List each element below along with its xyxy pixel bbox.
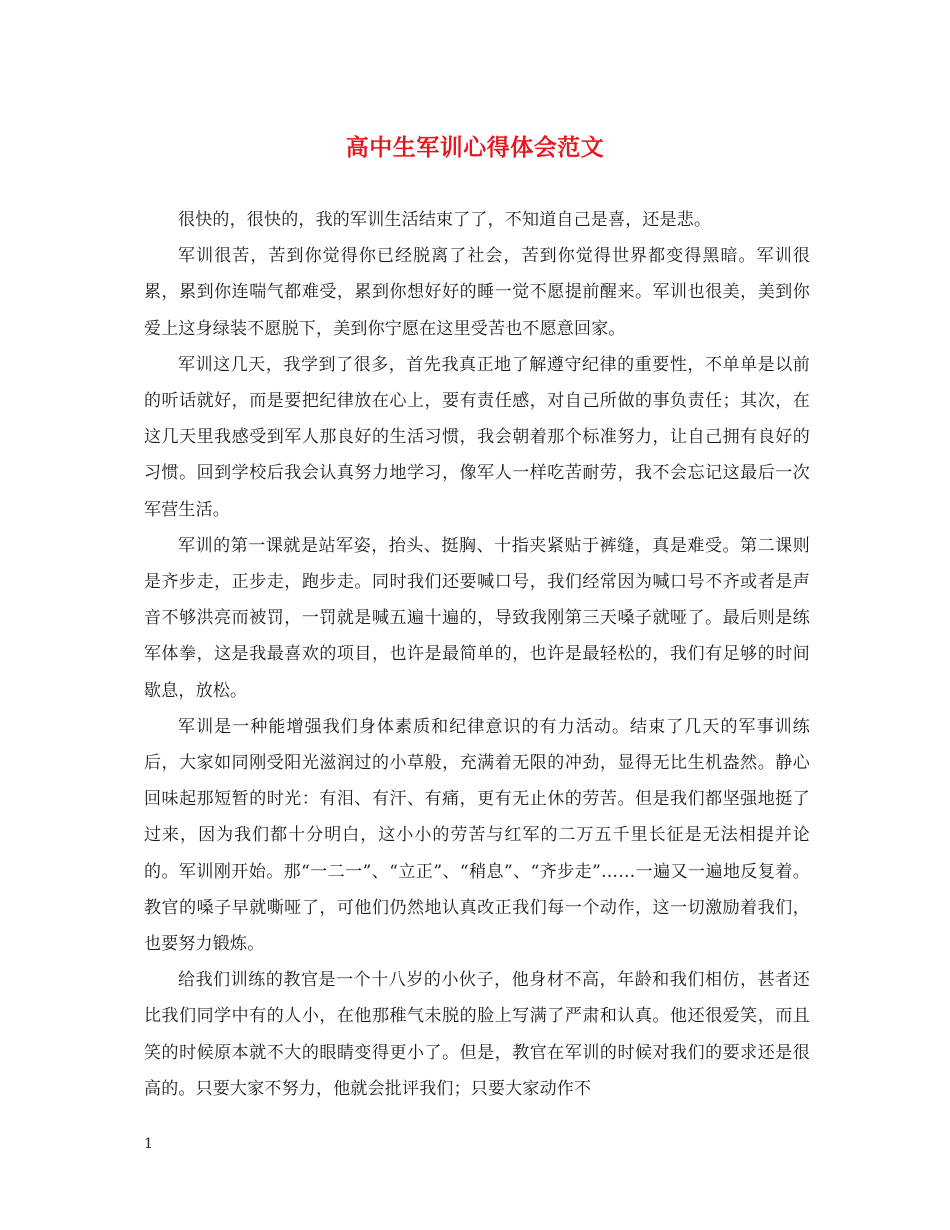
paragraph: 给我们训练的教官是一个十八岁的小伙子，他身材不高，年龄和我们相仿，甚者还比我们同学中有的人小，在他那稚气未脱的脸上写满了严肃和认真。他还很爱笑，而且笑的时候原本就不大的眼睛变得更小了。但是，教官在军训的时候对我们的要求还是很高的。只要大家不努力，他就会批评我们；只要大家动作不 (144, 970, 810, 1099)
paragraph: 军训很苦，苦到你觉得你已经脱离了社会，苦到你觉得世界都变得黑暗。军训很累，累到你连喘气都难受，累到你想好好的睡一觉不愿提前醒来。军训也很美，美到你爱上这身绿装不愿脱下，美到你宁愿在这里受苦也不愿意回家。 (144, 246, 810, 339)
paragraph: 军训的第一课就是站军姿，抬头、挺胸、十指夹紧贴于裤缝，真是难受。第二课则是齐步走，正步走，跑步走。同时我们还要喊口号，我们经常因为喊口号不齐或者是声音不够洪亮而被罚，一罚就是喊五遍十遍的，导致我刚第三天嗓子就哑了。最后则是练军体拳，这是我最喜欢的项目，也许是最简单的，也许是最轻松的，我们有足够的时间歇息，放松。 (144, 535, 810, 701)
page-number: 1 (144, 1136, 153, 1152)
paragraph: 军训这几天，我学到了很多，首先我真正地了解遵守纪律的重要性，不单单是以前的听话就好，而是要把纪律放在心上，要有责任感，对自己所做的事负责任；其次，在这几天里我感受到军人那良好的生活习惯，我会朝着那个标准努力，让自己拥有良好的习惯。回到学校后我会认真努力地学习，像军人一样吃苦耐劳，我不会忘记这最后一次军营生活。 (144, 354, 810, 520)
document-body (144, 202, 810, 1107)
paragraph: 很快的，很快的，我的军训生活结束了了，不知道自己是喜，还是悲。 (178, 210, 712, 230)
document-title: 高中生军训心得体会范文 (345, 134, 605, 161)
paragraph: 军训是一种能增强我们身体素质和纪律意识的有力活动。结束了几天的军事训练后，大家如同刚受阳光滋润过的小草般，充满着无限的冲劲，显得无比生机盎然。静心回味起那短暂的时光：有泪、有汗、有痛，更有无止休的劳苦。但是我们都坚强地挺了过来，因为我们都十分明白，这小小的劳苦与红军的二万五千里长征是无法相提并论的。军训刚开始。那“一二一”、“立正”、“稍息”、“齐步走”……一遍又一遍地反复着。教官的嗓子早就嘶哑了，可他们仍然地认真改正我们每一个动作，这一切激励着我们，也要努力锻炼。 (144, 716, 810, 955)
